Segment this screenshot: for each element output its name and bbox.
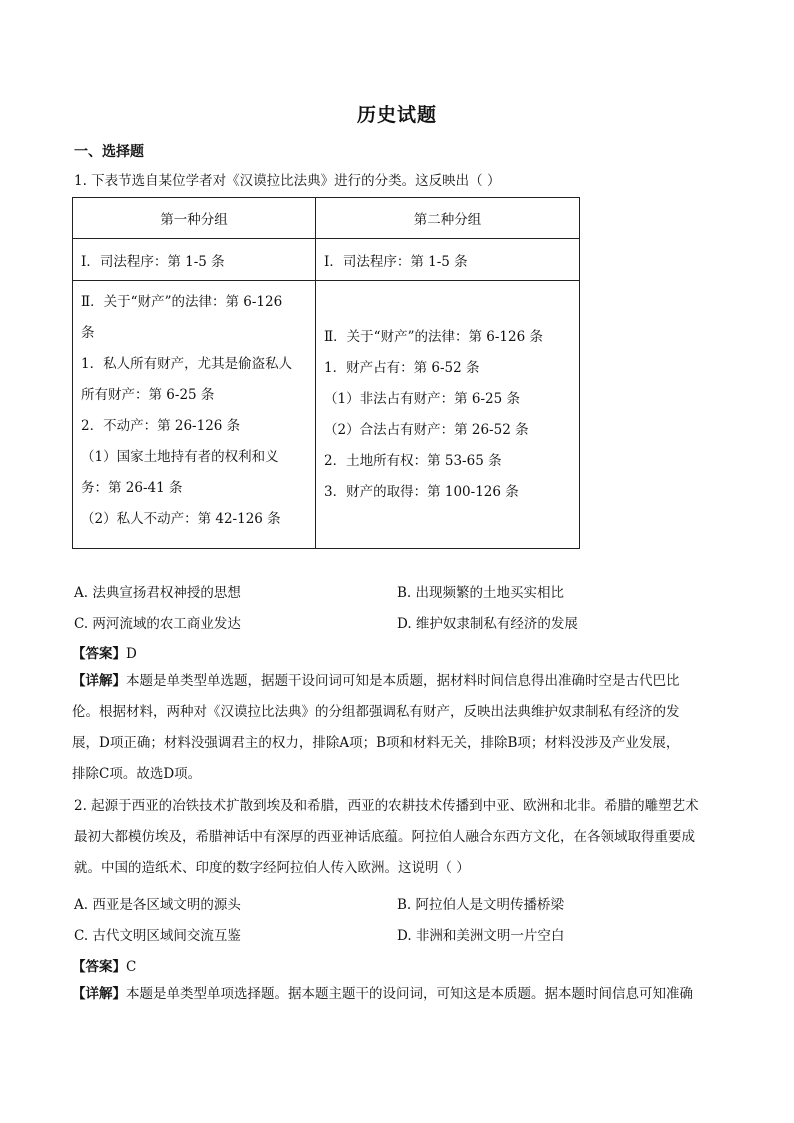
cell-line: 条 <box>81 325 95 341</box>
question-2-option-b: B. 阿拉伯人是文明传播桥梁 <box>397 897 565 913</box>
detail-label: 【详解】 <box>72 986 126 1002</box>
question-1-option-c: C. 两河流域的农工商业发达 <box>74 616 241 632</box>
stem-line: 2. 起源于西亚的冶铁技术扩散到埃及和希腊，西亚的农耕技术传播到中亚、欧洲和北非。希腊的雕塑艺术 <box>74 798 699 814</box>
table-header-group-2: 第二种分组 <box>316 198 580 239</box>
cell-line: 2．土地所有权：第 53-65 条 <box>324 452 502 469</box>
stem-line: 就。中国的造纸术、印度的数字经阿拉伯人传入欧洲。这说明（ ） <box>74 860 470 876</box>
table-row <box>73 281 580 549</box>
stem-line: 最初大都模仿埃及，希腊神话中有深厚的西亚神话底蕴。阿拉伯人融合东西方文化，在各领域取得重要成 <box>74 829 695 845</box>
question-1-option-d: D. 维护奴隶制私有经济的发展 <box>397 616 578 632</box>
cell-line: （1）非法占有财产：第 6-25 条 <box>324 390 521 407</box>
cell-line: Ⅱ．关于“财产”的法律：第 6-126 条 <box>324 328 543 345</box>
question-2-detail <box>72 979 722 1010</box>
question-2-answer <box>72 955 136 975</box>
cell-line: 2．不动产：第 26-126 条 <box>81 418 241 434</box>
answer-label: 【答案】 <box>72 959 126 975</box>
cell-line: 3．财产的取得：第 100-126 条 <box>324 483 519 500</box>
answer-label: 【答案】 <box>72 646 126 662</box>
cell-line: 务：第 26-41 条 <box>81 480 183 496</box>
question-2-stem <box>74 791 724 884</box>
detail-line: 本题是单类型单项选择题。据本题主题干的设问词，可知这是本质题。据本题时间信息可知准确 <box>126 986 693 1002</box>
section-heading: 一、选择题 <box>74 144 144 160</box>
question-1-option-a: A. 法典宣扬君权神授的思想 <box>74 585 241 601</box>
detail-line: 展，D项正确；材料没强调君主的权力，排除A项；B项和材料无关，排除B项；材料没涉及产业发展， <box>72 735 680 751</box>
classification-table <box>72 197 580 549</box>
cell-line: 1．财产占有：第 6-52 条 <box>324 359 480 376</box>
question-2-option-d: D. 非洲和美洲文明一片空白 <box>397 928 565 944</box>
table-header-group-1: 第一种分组 <box>73 198 316 239</box>
cell-line: 所有财产：第 6-25 条 <box>81 387 215 403</box>
question-1-answer <box>72 642 137 662</box>
cell-line: 1．私人所有财产，尤其是偷盗私人 <box>81 356 293 372</box>
cell-line: Ⅱ．关于“财产”的法律：第 6-126 <box>81 294 283 310</box>
table-cell <box>73 281 316 549</box>
answer-value: C <box>126 959 137 975</box>
table-cell: Ⅰ．司法程序：第 1-5 条 <box>73 239 316 281</box>
question-2-option-c: C. 古代文明区域间交流互鉴 <box>74 928 241 944</box>
question-1-option-b: B. 出现频繁的土地买实相比 <box>397 585 565 601</box>
question-1-detail <box>72 666 722 790</box>
question-2-option-a: A. 西亚是各区域文明的源头 <box>74 897 241 913</box>
page-title: 历史试题 <box>356 104 437 126</box>
detail-label: 【详解】 <box>72 673 126 689</box>
detail-line: 伦。根据材料，两种对《汉谟拉比法典》的分组都强调私有财产，反映出法典维护奴隶制私有经济的发 <box>72 704 680 720</box>
cell-line: （2）合法占有财产：第 26-52 条 <box>324 421 529 438</box>
answer-value: D <box>126 646 137 662</box>
table-row <box>73 239 580 281</box>
cell-line: （2）私人不动产：第 42-126 条 <box>81 511 281 527</box>
table-cell: Ⅰ．司法程序：第 1-5 条 <box>316 239 580 281</box>
cell-line: （1）国家土地持有者的权利和义 <box>81 449 279 465</box>
detail-line: 排除C项。故选D项。 <box>72 766 202 782</box>
table-cell <box>316 281 580 549</box>
detail-line: 本题是单类型单选题，据题干设问词可知是本质题，据材料时间信息得出准确时空是古代巴比 <box>126 673 680 689</box>
question-1-stem: 1. 下表节选自某位学者对《汉谟拉比法典》进行的分类。这反映出（ ） <box>74 173 501 189</box>
